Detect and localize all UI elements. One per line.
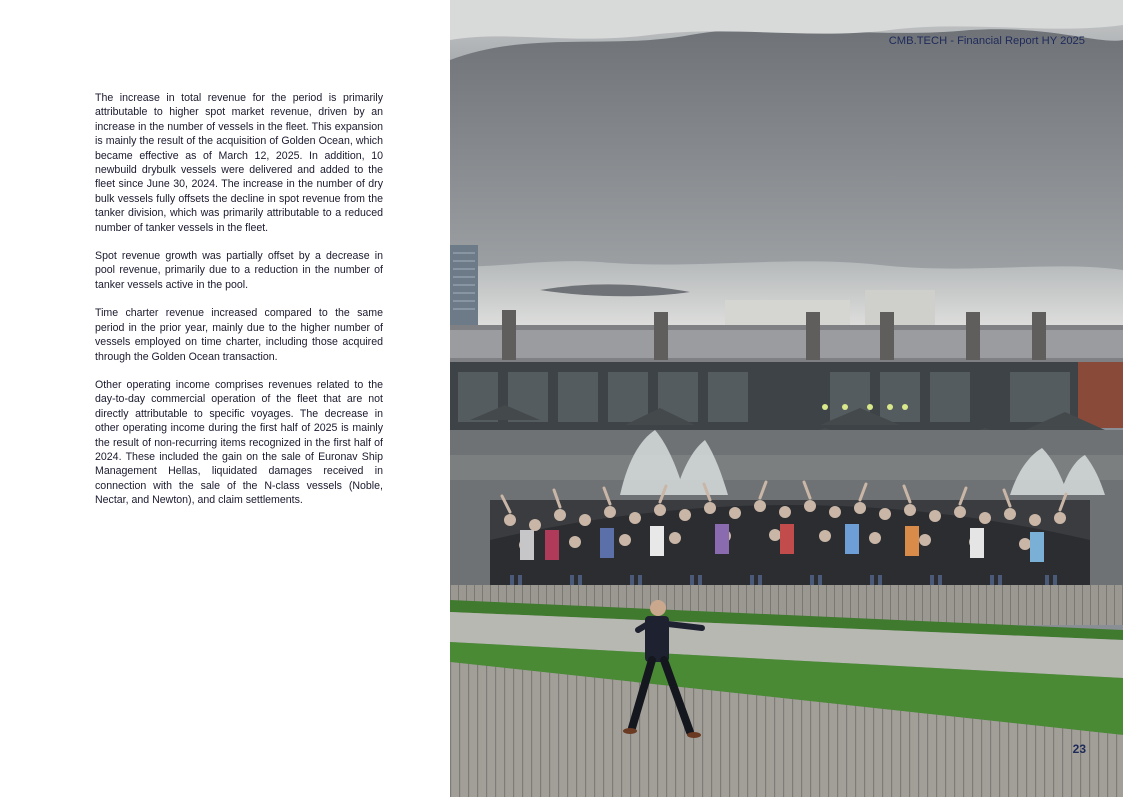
paragraph-other-income: Other operating income comprises revenues related to the day-to-day commercial operation of the fleet that are not directly attributable to specific voyages. The decrease in other operating income during the first half of 2025 is mainly the result of non-recurring items recognized in the first half of 2024. These included the gain on the sale of Euronav Ship Management Hellas, liquidated damages received in connection with the sale of the N-class vessels (Noble, Nectar, and Newton), and claim settlements. [95,378,383,507]
paragraph-spot-revenue: Spot revenue growth was partially offset by a decrease in pool revenue, primarily due to a reduction in the number of tanker vessels active in the pool. [95,250,383,291]
page-number: 23 [1072,742,1086,756]
paragraph-time-charter: Time charter revenue increased compared to the same period in the prior year, mainly due to the higher number of vessels employed on time charter, including those acquired through the Golden Ocean transaction. [95,307,383,363]
paragraph-revenue-increase: The increase in total revenue for the period is primarily attributable to higher spot market revenue, driven by an increase in the number of vessels in the fleet. This expansion is mainly the result of the acquisition of Golden Ocean, which became effective as of March 12, 2025. In addition, 10 newbuild drybulk vessels were delivered and added to the fleet since June 30, 2024. The increase in the number of dry bulk vessels fully offsets the decline in spot revenue from the tanker division, which was primarily attributable to a reduced number of tanker vessels in the fleet. [95,92,383,234]
group-photo-image [450,0,1123,797]
report-header-title: CMB.TECH - Financial Report HY 2025 [888,35,1085,47]
body-text-column [95,91,383,522]
